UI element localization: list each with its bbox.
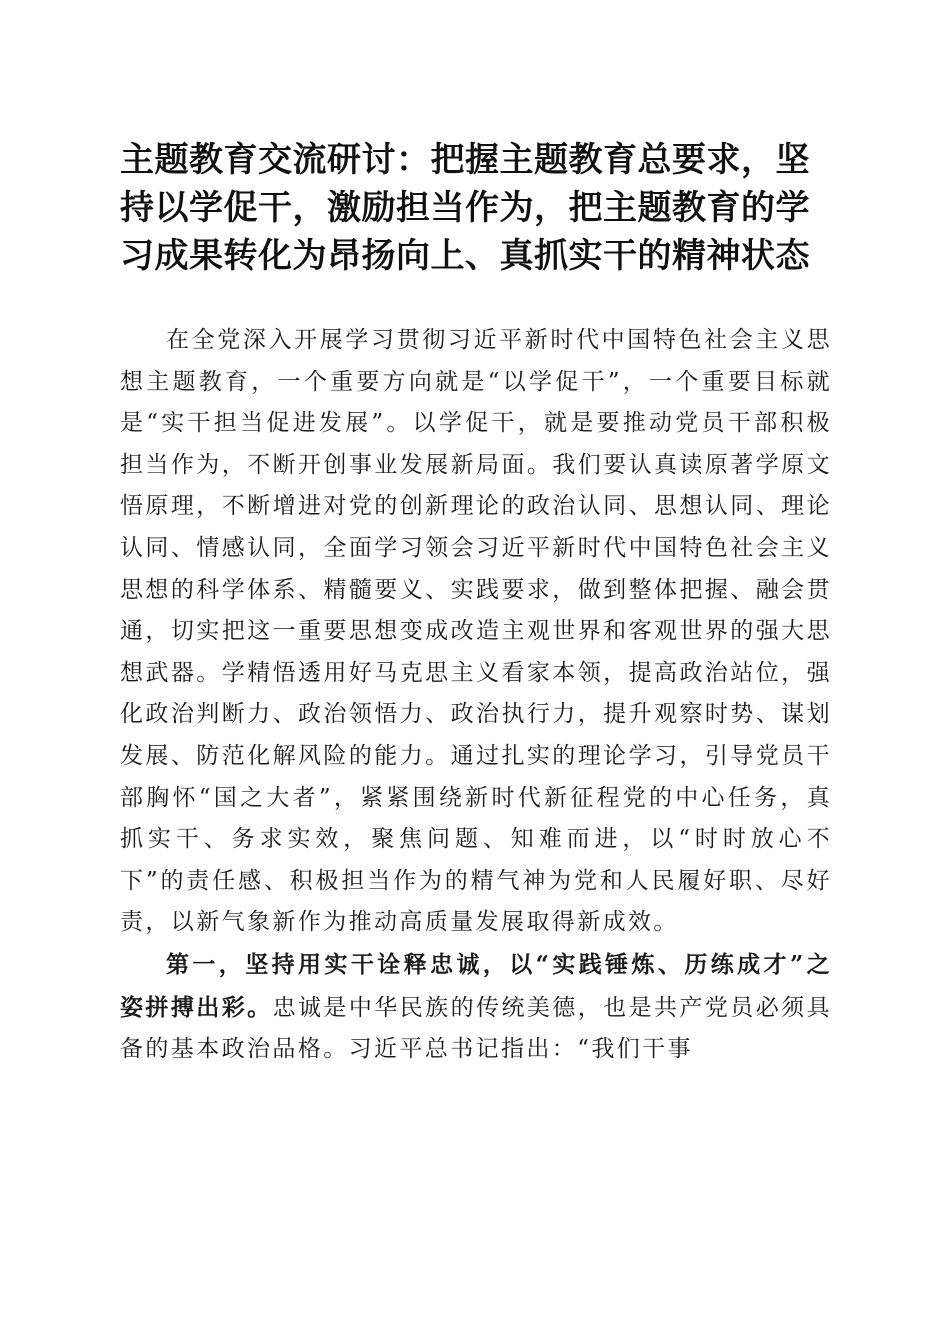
paragraph-point-one [120,944,832,1071]
paragraph-intro-text: 在全党深入开展学习贯彻习近平新时代中国特色社会主义思想主题教育，一个重要方向就是“以学促干”，一个重要目标就是“实干担当促进发展”。以学促干，就是要推动党员干部积极担当作为，不断开创事业发展新局面。我们要认真读原著学原文悟原理，不断增进对党的创新理论的政治认同、思想认同、理论认同、情感认同，全面学习领会习近平新时代中国特色社会主义思想的科学体系、精髓要义、实践要求，做到整体把握、融会贯通，切实把这一重要思想变成改造主观世界和客观世界的强大思想武器。学精悟透用好马克思主义看家本领，提高政治站位，强化政治判断力、政治领悟力、政治执行力，提升观察时势、谋划发展、防范化解风险的能力。通过扎实的理论学习，引导党员干部胸怀“国之大者”，紧紧围绕新时代新征程党的中心任务，真抓实干、务求实效，聚焦问题、知难而进，以“时时放心不下”的责任感、积极担当作为的精气神为党和人民履好职、尽好责，以新气象新作为推动高质量发展取得新成效。 [120,327,832,936]
document-body [120,320,832,1071]
paragraph-point-one-lead: 第一，坚持用实干诠释忠诚，以“实践锤炼、历练成才”之姿拼搏出彩。 [120,950,832,1021]
paragraph-point-one-text: 忠诚是中华民族的传统美德，也是共产党员必须具备的基本政治品格。习近平总书记指出：“我们干事 [120,994,832,1063]
document-title: 主题教育交流研讨：把握主题教育总要求，坚持以学促干，激励担当作为，把主题教育的学习成果转化为昂扬向上、真抓实干的精神状态 [120,140,810,276]
paragraph-intro [120,320,832,944]
